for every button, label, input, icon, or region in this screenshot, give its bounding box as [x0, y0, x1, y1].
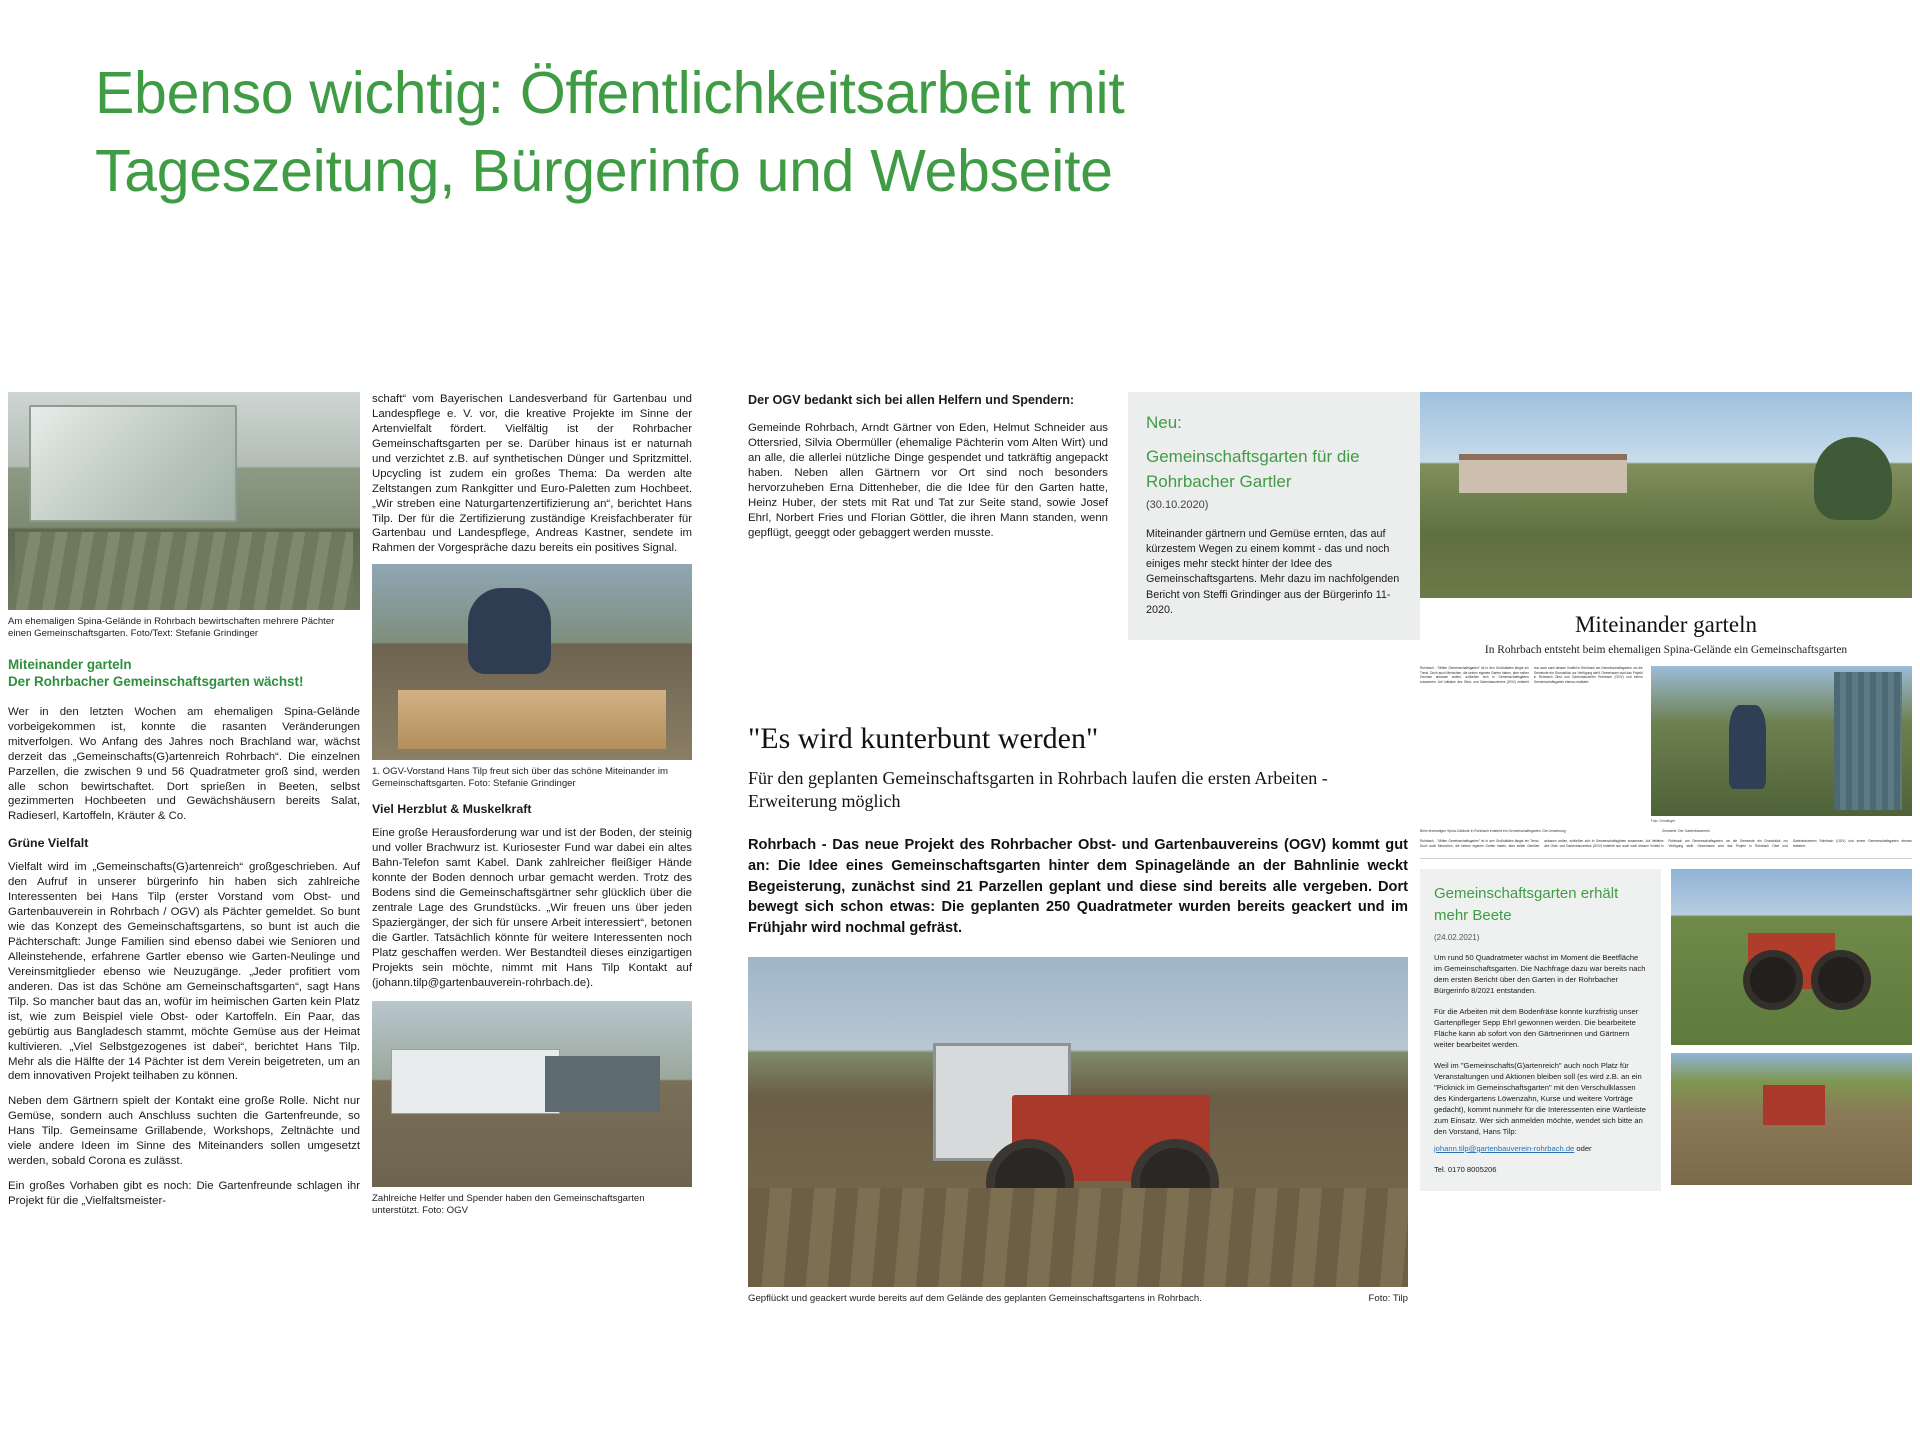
- center-article-subhead: Für den geplanten Gemeinschaftsgarten in Rohrbach laufen die ersten Arbeiten - Erweiterung möglich: [748, 767, 1328, 811]
- column2-paragraph-1: schaft“ vom Bayerischen Landesverband für Gartenbau und Landespflege e. V. vor, die kreative Projekte im Sinne der Artenvielfalt fördert. Vielfältig ist der Rohrbacher Gemeinschaftsgarten per se. Darüber hinaus ist er naturnah und verzichtet z.B. auf synthetischen Dünger und Spritzmittel. Upcycling ist zudem ein großes Thema: Da werden alte Zeltstangen zum Rankgitter und Euro-Paletten zum Hochbeet. „Wir streben eine Naturgartenzertifizierung an“, berichtet Hans Tilp. Der für die Zertifizierung zuständige Kreisfachberater für Gartenbau und Landespflege, Andreas Kastner, sendete im Rahmen der Vorgespräche dazu bereits ein positives Signal.: [372, 393, 692, 555]
- news-box-date: (30.10.2020): [1146, 498, 1209, 511]
- thanks-paragraph: Gemeinde Rohrbach, Arndt Gärtner von Eden, Helmut Schneider aus Ottersried, Silvia Obermüller (ehemalige Pächterin vom Alten Wirt) und an alle, die allerlei nützliche Dinge gespendet und tatkräftig angepackt haben. Neben allen Gärtnern vor Ort sind noch besonders hervorzuheben Erna Dittenheber, die die Idee für den Garten hatte, Heinz Huber, der stets mit Rat und Tat zur Seite stand, sowie Josef Ehrl, Norbert Fries und Florian Göttler, die ihren Mann standen, wenn gepflügt, geeggt oder gebaggert werden musste.: [748, 422, 1108, 539]
- news-box-text: Miteinander gärtnern und Gemüse ernten, das auf kürzestem Wegen zu einem kommt - das und noch einiges mehr steckt hinter der Idee des Gemeinschaftsgartens. Mehr dazu im nachfolgenden Bericht von Steffi Grindinger aus der Bürgerinfo 11-2020.: [1146, 527, 1400, 617]
- news-box-kicker: Neu:: [1146, 413, 1182, 432]
- right-caption-left: Beim ehemaligen Spina-Gelände in Rohrbach entsteht ein Gemeinschaftsgarten. Die Umsetzung: [1420, 829, 1566, 833]
- page-title-line-2: Tageszeitung, Bürgerinfo und Webseite: [95, 137, 1113, 204]
- photo-tractor-tilling-1: [1671, 869, 1912, 1045]
- photo-truck-delivery: [372, 1001, 692, 1187]
- page-title: [95, 55, 1795, 211]
- news-box-more-beds-date: (24.02.2021): [1434, 932, 1480, 942]
- right-article-subhead: In Rohrbach entsteht beim ehemaligen Spina-Gelände ein Gemeinschaftsgarten: [1484, 644, 1848, 656]
- center-article: [748, 722, 1408, 1440]
- photo-greenhouse: [8, 392, 360, 610]
- column2-subhead: Viel Herzblut & Muskelkraft: [372, 802, 532, 817]
- right-caption-right: Zimmerei: Der Gartenbauverein: [1662, 829, 1710, 833]
- clipping-column-3: [748, 392, 1108, 692]
- thanks-headline: Der OGV bedankt sich bei allen Helfern und Spendern:: [748, 393, 1075, 407]
- photo-tractor-tilling-2: [1671, 1053, 1912, 1185]
- photo-caption-worker: 1. OGV-Vorstand Hans Tilp freut sich über das schöne Miteinander im Gemeinschaftsgarten. Foto: Stefanie Grindinger: [372, 766, 668, 790]
- article-headline: Der Rohrbacher Gemeinschaftsgarten wächst!: [8, 674, 304, 690]
- photo-garden-site: [1420, 392, 1912, 598]
- article-paragraph-1: Wer in den letzten Wochen am ehemaligen Spina-Gelände vorbeigekommen ist, konnte die rasanten Veränderungen mitverfolgen. Wo Anfang des Jahres noch Brachland war, wächst derzeit das „Gemeinschafts(G)artenreich Rohrbach“. Die einzelnen Parzellen, die zwischen 9 und 56 Quadratmeter groß sind, werden alle schon bewirtschaftet. Dort sprießen in Beeten, selbst gezimmerten Hochbeeten und Gewächshäusern bereits Salat, Radieserl, Kartoffeln, Kräuter & Co.: [8, 705, 360, 823]
- right-article-microtext-left: Rohrbach - "Mitten Gemeinschaftsgarten" ist in den Großstädten längst ein Trend. Doch auch Menschen, die keinen eigenen Garten haben, aber selber Gemüse anbauen wollen, schließen sich in Gemeinschaftsgärten zusammen. Auf Initiative des Obst- und Gartenbauvereins (OGV) entsteht nun auch nach dessen Vorbild in Rohrbach am Gemeinschaftsgarten, wo die Gemeinde ein Grundstück zur Verfügung stellt. Gemeinsam wird das Projekt in Rohrbach Obst und Gartenbauverein Rohrbach (OGV) und einem Gemeinschaftsgarten ebenso realisiert.: [1420, 666, 1643, 684]
- divider: [1420, 858, 1912, 859]
- center-photo-caption: Gepflückt und geackert wurde bereits auf dem Gelände des geplanten Gemeinschaftsgartens in Rohrbach.: [748, 1292, 1202, 1304]
- photo-worker-building-bed: [372, 564, 692, 760]
- right-article-microtext-body: Rohrbach - "Mitten Gemeinschaftsgarten" ist in den Großstädten längst ein Trend. Doch auch Menschen, die keinen eigenen Garten haben, aber selber Gemüse anbauen wollen, schließen sich in Gemeinschaftsgärten zusammen. Auf Initiative des Obst- und Gartenbauvereins (OGV) entsteht nun auch nach dessen Vorbild in Rohrbach am Gemeinschaftsgarten, wo die Gemeinde ein Grundstück zur Verfügung stellt. Gemeinsam wird das Projekt in Rohrbach Obst und Gartenbauverein Rohrbach (OGV) und einem Gemeinschaftsgarten ebenso realisiert.: [1420, 839, 1912, 848]
- news-box-more-beds-title: Gemeinschaftsgarten erhält mehr Beete: [1434, 885, 1619, 925]
- center-article-lead: Rohrbach - Das neue Projekt des Rohrbacher Obst- und Gartenbauvereins (OGV) kommt gut an: Die Idee eines Gemeinschaftsgarten hinter dem Spinagelände an der Bahnlinie weckt Begeisterung, zunächst sind 21 Parzellen geplant und diese sind bereits alle vergeben. Dort bewegt sich schon etwas: Die geplanten 250 Quadratmeter wurden bereits geackert und im Frühjahr wird nochmal gefräst.: [748, 837, 1408, 937]
- photo-caption-truck: Zahlreiche Helfer und Spender haben den Gemeinschaftsgarten unterstützt. Foto: OGV: [372, 1192, 645, 1216]
- news-box-more-beds: [1420, 869, 1661, 1191]
- clipping-column-2: [372, 392, 692, 1440]
- contact-phone: Tel. 0170 8005206: [1434, 1164, 1497, 1174]
- right-photo-credit: Foto: Grindinger: [1650, 819, 1676, 823]
- center-article-headline: "Es wird kunterbunt werden": [748, 722, 1099, 755]
- article-subhead-1: Grüne Vielfalt: [8, 836, 89, 851]
- news-box-more-beds-p2: Für die Arbeiten mit dem Bodenfräse konnte kurzfristig unser Gartenpfleger Sepp Ehrl gewonnen werden. Die bearbeitete Fläche kann ab sofort von den Gärtnerinnen und Gärtnern weiter bearbeitet werden.: [1434, 1006, 1639, 1049]
- newspaper-collage: [0, 392, 1920, 1440]
- news-box-more-beds-p1: Um rund 50 Quadratmeter wächst im Moment die Beetfläche im Gemeinschaftsgarten. Die Nachfrage dazu war bereits nach dem ersten Bericht über den Garten in der Rohrbacher Bürgerinfo 8/2021 entstanden.: [1434, 952, 1646, 995]
- clipping-column-1: [8, 392, 360, 1440]
- page-title-line-1: Ebenso wichtig: Öffentlichkeitsarbeit mit: [95, 60, 1125, 126]
- column2-paragraph-2: Eine große Herausforderung war und ist der Boden, der steinig und voller Brachwurz ist. Kuriosester Fund war dabei ein altes Bahn-Telefon samt Kabel. Dank zahlreicher fleißiger Hände konnte der Boden dennoch urbar gemacht werden. Trotz des Bodens sind die Gemeinschaftsgärtner sehr glücklich über die zentrale Lage des Grundstücks. „Wir freuen uns über jeden Spaziergänger, der sich für unsere Arbeit interessiert“, betonen die Gartler. Tatsächlich könnte für weitere Interessenten noch Platz geschaffen werden. Wer Bestandteil dieses einzigartigen Projekts sein möchte, nimmt mit Hans Tilp Kontakt auf (johann.tilp@gartenbauverein-rohrbach.de).: [372, 827, 692, 989]
- article-paragraph-4: Ein großes Vorhaben gibt es noch: Die Gartenfreunde schlagen ihr Projekt für die „Vielfaltsmeister-: [8, 1180, 360, 1207]
- right-article-title: Miteinander garteln: [1574, 612, 1757, 637]
- news-box-title: Gemeinschaftsgarten für die Rohrbacher Gartler: [1146, 446, 1360, 491]
- clipping-column-4: [1128, 392, 1420, 644]
- clipping-column-5: [1420, 392, 1912, 1440]
- news-box-new-garden: [1128, 392, 1420, 640]
- photo-tractor-field: [748, 957, 1408, 1287]
- news-box-more-beds-p3: Weil im "Gemeinschafts(G)artenreich" auch noch Platz für Veranstaltungen und Aktionen bleiben soll (es wird z.B. an ein "Picknick im Gemeinschaftsgarten" mit den Verschulklassen des Kindergartens Löwenzahn, Kurse und weitere Vorträge gedacht), kommt nunmehr für die Interessenten eine Wartleiste zum Einsatz. Wer sich anmelden möchte, wendet sich bitte an den Vorstand, Hans Tilp:: [1434, 1060, 1647, 1136]
- contact-email-suffix: oder: [1574, 1143, 1592, 1153]
- article-paragraph-2: Vielfalt wird im „Gemeinschafts(G)artenreich“ großgeschrieben. Auf den Aufruf in unserer bürgerinfo hin haben sich zahlreiche Interessenten bei Hans Tilp (erster Vorstand vom Obst- und Gartenbauverein in Rohrbach / OGV) als Pächter gemeldet. So bunt wie das Konzept des Gemeinschaftsgartens, so bunt ist auch die Pächterschaft: Junge Familien sind ebenso dabei wie Senioren und Alleinstehende, erfahrene Gartler ebenso wie Garten-Neulinge und Vereinsmitglieder ebenso wie Neuzugänge. „Jeder profitiert vom anderen. Das ist das Schöne am Gemeinschaftsgarten“, sagt Hans Tilp. So mancher baut das an, wofür im heimischen Garten kein Platz ist, wie zum Beispiel viele Obst- oder Kartoffeln. Ein Paar, das gebürtig aus Bangladesch stammt, möchte Gemüse aus der Heimat kultivieren. „Viel Selbstgezogenes ist dabei“, berichtet Hans Tilp. Mehr als die Hälfte der 14 Pächter ist dem Verein beigetreten, um an dem innovativen Projekt teilhaben zu können.: [8, 861, 360, 1083]
- article-paragraph-3: Neben dem Gärtnern spielt der Kontakt eine große Rolle. Nicht nur Gemüse, sondern auch Anschluss suchten die Gartenfreunde, so Hans Tilp. Gemeinsame Grillabende, Workshops, Zeltnächte und viele andere Ideen im Sinne des Miteinanders sollen umgesetzt werden, sobald Corona es zulässt.: [8, 1095, 360, 1168]
- center-photo-credit: Foto: Tilp: [1368, 1292, 1408, 1304]
- photo-caption-greenhouse: Am ehemaligen Spina-Gelände in Rohrbach bewirtschaften mehrere Pächter einen Gemeinschaftsgarten. Foto/Text: Stefanie Grindinger: [8, 616, 335, 639]
- contact-email-link[interactable]: johann.tilp@gartenbauverein-rohrbach.de: [1434, 1143, 1575, 1153]
- article-kicker: Miteinander garteln: [8, 656, 132, 672]
- photo-gardener-at-gate: [1651, 666, 1912, 816]
